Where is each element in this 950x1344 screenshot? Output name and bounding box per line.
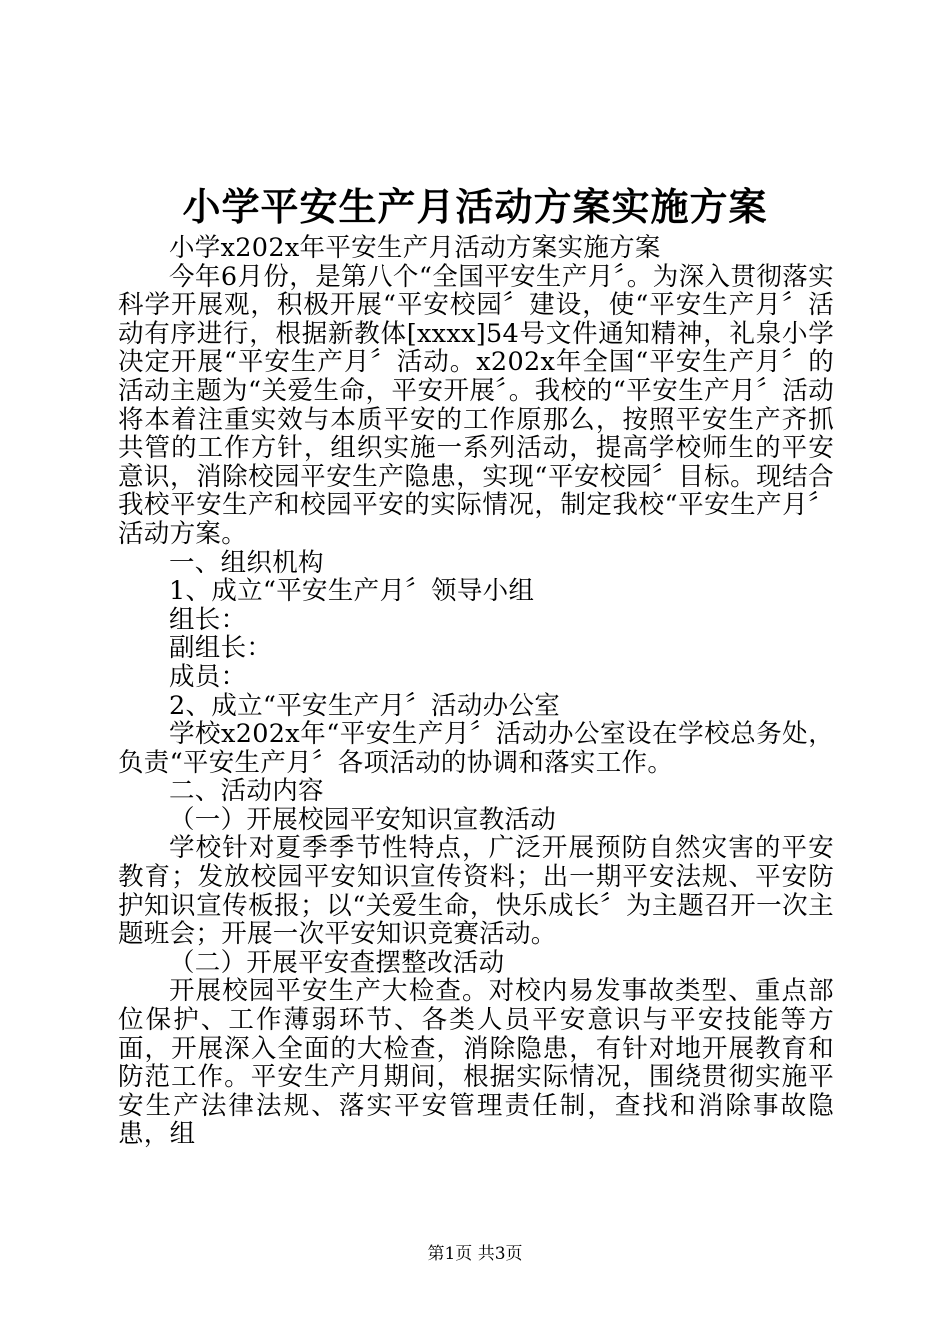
paragraph-subtitle: 小学x202x年平安生产月活动方案实施方案 bbox=[169, 233, 661, 263]
paragraph-office-description: 学校x202x年“平安生产月〞活动办公室设在学校总务处，负责“平安生产月〞各项活动的协调和落实工作。 bbox=[118, 719, 834, 778]
heading-organization: 一、组织机构 bbox=[169, 547, 324, 578]
document-body bbox=[118, 234, 834, 1149]
heading-activity-content: 二、活动内容 bbox=[169, 776, 324, 807]
document-title: 小学平安生产月活动方案实施方案 bbox=[182, 185, 768, 229]
item-deputy-leader: 副组长： bbox=[169, 633, 273, 664]
page-footer: 第1页 共3页 bbox=[427, 1244, 523, 1264]
item-leadership-group: 1、成立“平安生产月〞领导小组 bbox=[169, 576, 535, 607]
paragraph-intro: 今年6月份，是第八个“全国平安生产月〞。为深入贯彻落实科学开展观，积极开展“平安校园〞建设，使“平安生产月〞活动有序进行，根据新教体[xxxx]54号文件通知精神，礼泉小学决定开展“平安生产月〞活动。x202x年全国“平安生产月〞的活动主题为“关爱生命，平安开展〞。我校的“平安生产月〞活动将本着注重实效与本质平安的工作原那么，按照平安生产齐抓共管的工作方针，组织实施一系列活动，提高学校师生的平安意识，消除校园平安生产隐患，实现“平安校园〞目标。现结合我校平安生产和校园平安的实际情况，制定我校“平安生产月〞活动方案。 bbox=[118, 261, 834, 549]
subheading-education-activity: （一）开展校园平安知识宣教活动 bbox=[169, 804, 557, 835]
subheading-inspection-activity: （二）开展平安查摆整改活动 bbox=[169, 947, 505, 978]
item-group-leader: 组长： bbox=[169, 604, 247, 635]
item-members: 成员： bbox=[169, 661, 247, 692]
item-activity-office: 2、成立“平安生产月〞活动办公室 bbox=[169, 690, 561, 721]
paragraph-education-activity: 学校针对夏季季节性特点，广泛开展预防自然灾害的平安教育；发放校园平安知识宣传资料；出一期平安法规、平安防护知识宣传板报；以“关爱生命，快乐成长〞为主题召开一次主题班会；开展一次平安知识竞赛活动。 bbox=[118, 833, 834, 950]
paragraph-inspection-activity: 开展校园平安生产大检查。对校内易发事故类型、重点部位保护、工作薄弱环节、各类人员平安意识与平安技能等方面，开展深入全面的大检查，消除隐患，有针对地开展教育和防范工作。平安生产月期间，根据实际情况，围绕贯彻实施平安生产法律法规、落实平安管理责任制，查找和消除事故隐患，组 bbox=[118, 976, 834, 1150]
